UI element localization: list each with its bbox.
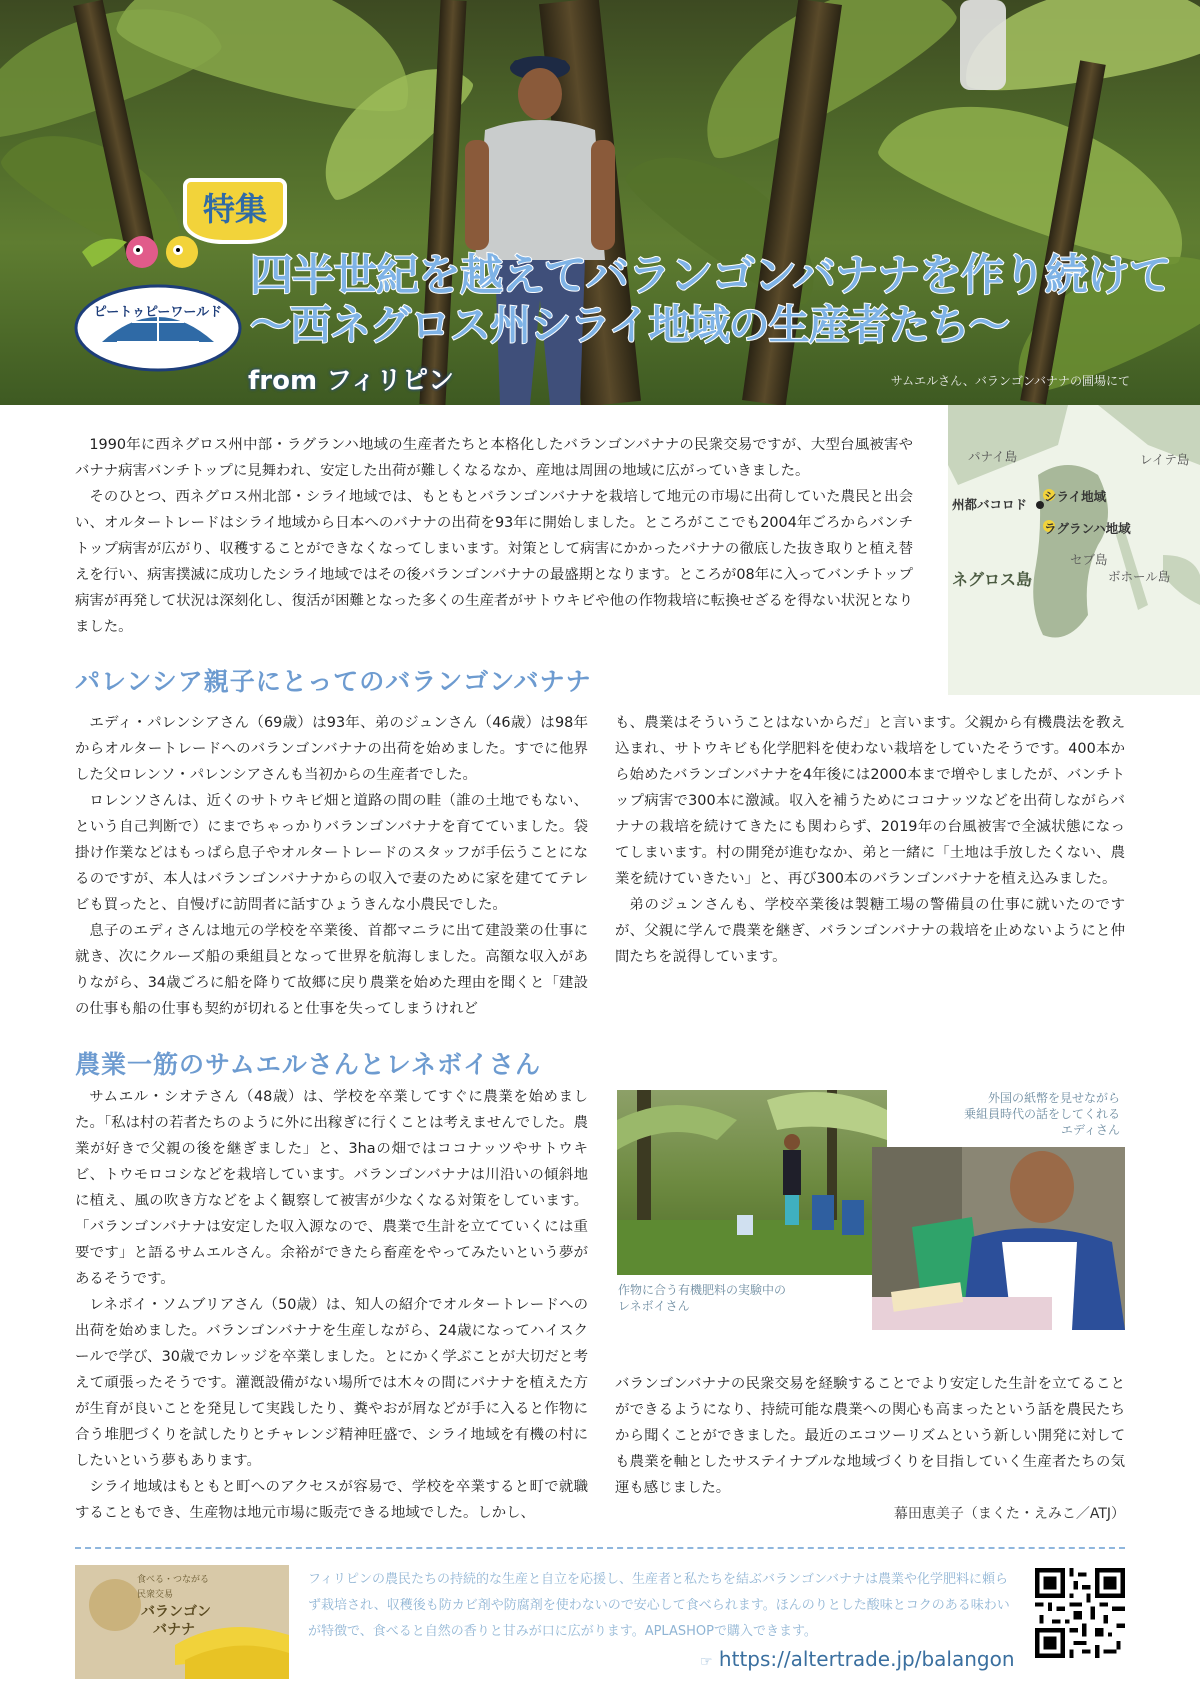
map-label-leyte: レイテ島 <box>1140 452 1190 467</box>
intro-paragraph-1: 1990年に西ネグロス州中部・ラグランハ地域の生産者たちと本格化したバランゴンバナナの民衆交易ですが、大型台風被害やバナナ病害バンチトップに見舞われ、安定した出荷が難しくなるなか、産地は周囲の地域に広がっていきました。 <box>75 437 913 479</box>
photo-eddy <box>872 1147 1125 1330</box>
map-label-silay: シライ地域 <box>1044 489 1107 504</box>
hero-photo <box>0 0 1200 405</box>
banana-product-image <box>75 1565 289 1679</box>
map-label-cebu: セブ島 <box>1070 552 1108 567</box>
logo-text: ピートゥピーワールド <box>93 305 223 320</box>
section1-left-paragraph: 息子のエディさんは地元の学校を卒業後、首都マニラに出て建設業の仕事に就き、次にクルーズ船の乗組員となって世界を航海しました。高額な収入がありながら、34歳ごろに船を降りて故郷に戻り農業を始めた理由を聞くと「建設の仕事も船の仕事も契約が切れると仕事を失ってしまうけれど <box>75 923 588 1017</box>
map-label-bohol: ボホール島 <box>1108 569 1171 584</box>
map-negros <box>948 405 1200 695</box>
caption-line: 乗組員時代の話をしてくれる <box>963 1107 1120 1121</box>
caption-line: レネボイさん <box>618 1299 690 1313</box>
section2-left-paragraph: サムエル・シオテさん（48歳）は、学校を卒業してすぐに農業を始めました。「私は村の若者たちのように外に出稼ぎに行くことは考えませんでした。農業が好きで父親の後を継ぎました」と、3haの畑ではココナッツやサトウキビ、トウモロコシなどを栽培しています。バランゴンバナナは川沿いの傾斜地に植え、風の吹き方などをよく観察して被害が少なくなる対策をしています。「バランゴンバナナは安定した収入源なので、農業で生計を立てていくには重要です」と語るサムエルさん。余裕ができたら畜産をやってみたいという夢があるそうです。 <box>75 1089 588 1287</box>
feature-subtitle: 〜西ネグロス州シライ地域の生産者たち〜 <box>250 301 1009 349</box>
caption-line: エディさん <box>1060 1123 1120 1137</box>
box-title-2: バナナ <box>153 1622 195 1638</box>
section2-right-paragraph: バランゴンバナナの民衆交易を経験することでより安定した生計を立てることができるようになり、持続可能な農業への関心も高まったという話を農民たちから聞くことができました。最近のエコツーリズムという新しい開発に対しても農業を軸としたサステイナブルな地域づくりを目指していく生産者たちの気運も感じました。 <box>615 1376 1125 1496</box>
section2-right-column <box>615 1371 1125 1501</box>
caption-reneboy <box>618 1282 878 1314</box>
map-label-bacolod: 州都バコロド <box>952 497 1028 512</box>
section2-left-column <box>75 1084 588 1526</box>
section1-right-paragraph: も、農業はそういうことはないからだ」と言います。父親から有機農法を教え込まれ、サトウキビも化学肥料を使わない栽培をしていたそうです。400本から始めたバランゴンバナナを4年後には2000本まで増やしましたが、バンチトップ病害で300本に激減。収入を補うためにココナッツなどを出荷しながらバナナの栽培を続けてきたにも関わらず、2019年の台風被害で全滅状態になってしまいます。村の開発が進むなか、弟と一緒に「土地は手放したくない、農業を続けていきたい」と、再び300本のバランゴンバナナを植え込みました。 <box>615 715 1125 887</box>
author-credit: 幕田恵美子（まくた・えみこ／ATJ） <box>893 1506 1125 1522</box>
footer-divider <box>75 1547 1125 1549</box>
caption-eddy <box>880 1090 1120 1138</box>
box-tagline: 食べる・つながる <box>137 1575 210 1585</box>
p-to-p-world-logo <box>72 232 244 372</box>
section1-right-paragraph: 弟のジュンさんも、学校卒業後は製糖工場の警備員の仕事に就いたのですが、父親に学んで農業を継ぎ、バランゴンバナナの栽培を止めないようにと仲間たちを説得しています。 <box>615 897 1125 965</box>
section1-left-paragraph: ロレンソさんは、近くのサトウキビ畑と道路の間の畦（誰の土地でもない、という自己判断で）にまでちゃっかりバランゴンバナナを育てていました。袋掛け作業などはもっぱら息子やオルタートレードのスタッフが手伝うことになるのですが、本人はバランゴンバナナからの収入で妻のために家を建ててテレビも買ったと、自慢げに訪問者に話すひょうきんな小農民でした。 <box>75 793 588 913</box>
box-title: バランゴン <box>141 1604 211 1620</box>
box-tagline-2: 民衆交易 <box>137 1590 174 1600</box>
product-link[interactable] <box>700 1647 1015 1671</box>
product-url[interactable]: https://altertrade.jp/balangon <box>718 1647 1015 1671</box>
section2-left-paragraph: レネボイ・ソムブリアさん（50歳）は、知人の紹介でオルタートレードへの出荷を始めました。バランゴンバナナを生産しながら、24歳になってハイスクールで学び、30歳でカレッジを卒業しました。とにかく学ぶことが大切だと考えて頑張ったそうです。灌漑設備がない場所では木々の間にバナナを植えた方が生育が良いことを発見して実践したり、糞やおが屑などが手に入ると作物に合う堆肥づくりを試したりとチャレンジ精神旺盛で、シライ地域を有機の村にしたいという夢もあります。 <box>75 1297 588 1469</box>
link-hand-icon: ☞ <box>700 1654 713 1670</box>
feature-title: 四半世紀を越えてバランゴンバナナを作り続けて <box>250 251 1171 301</box>
map-label-negros: ネグロス島 <box>952 570 1033 589</box>
intro-paragraph-2: そのひとつ、西ネグロス州北部・シライ地域では、もともとバランゴンバナナを栽培して地元の市場に出荷していた農民と出会い、オルタートレードはシライ地域から日本へのバナナの出荷を93年に開始しました。ところがここでも2004年ごろからバンチトップ病害が広がり、収穫することができなくなってしまいます。対策として病害にかかったバナナの徹底した抜き取りと植え替えを行い、病害撲滅に成功したシライ地域ではその後バランゴンバナナの最盛期となります。ところが08年に入ってバンチトップ病害が再発して状況は深刻化し、復活が困難となった多くの生産者がサトウキビや他の作物栽培に転換せざるを得ない状況となりました。 <box>75 489 913 635</box>
qr-code-icon[interactable] <box>1035 1568 1125 1658</box>
section1-right-column <box>615 710 1125 970</box>
from-country: from フィリピン <box>248 366 455 396</box>
map-label-panay: パナイ島 <box>968 449 1018 464</box>
special-feature-badge: 特集 <box>183 178 287 244</box>
photo-reneboy-field <box>617 1090 887 1275</box>
section2-heading: 農業一筋のサムエルさんとレネボイさん <box>75 1050 542 1079</box>
intro-text <box>75 432 913 640</box>
section1-left-column <box>75 710 588 1022</box>
caption-line: 外国の紙幣を見せながら <box>987 1091 1120 1105</box>
section2-left-paragraph: シライ地域はもともと町へのアクセスが容易で、学校を卒業すると町で就職することもでき、生産物は地元市場に販売できる地域でした。しかし、 <box>75 1479 588 1521</box>
hero-photo-caption: サムエルさん、バランゴンバナナの圃場にて <box>890 374 1130 388</box>
section1-left-paragraph: エディ・パレンシアさん（69歳）は93年、弟のジュンさん（46歳）は98年からオルタートレードへのバランゴンバナナの出荷を始めました。すでに他界した父ロレンソ・パレンシアさんも当初からの生産者でした。 <box>75 715 588 783</box>
map-label-la-granja: ラグランハ地域 <box>1044 521 1131 536</box>
section1-heading: パレンシア親子にとってのバランゴンバナナ <box>75 667 592 696</box>
footer-description: フィリピンの農民たちの持続的な生産と自立を応援し、生産者と私たちを結ぶバランゴンバナナは農業や化学肥料に頼らず栽培され、収穫後も防カビ剤や防腐剤を使わないので安心して食べられます。ほんのりとした酸味とコクのある味わいが特徴で、食べると自然の香りと甘みが口に広がります。APLASHOPで購入できます。 <box>308 1572 1010 1639</box>
caption-line: 作物に合う有機肥料の実験中の <box>618 1283 787 1297</box>
